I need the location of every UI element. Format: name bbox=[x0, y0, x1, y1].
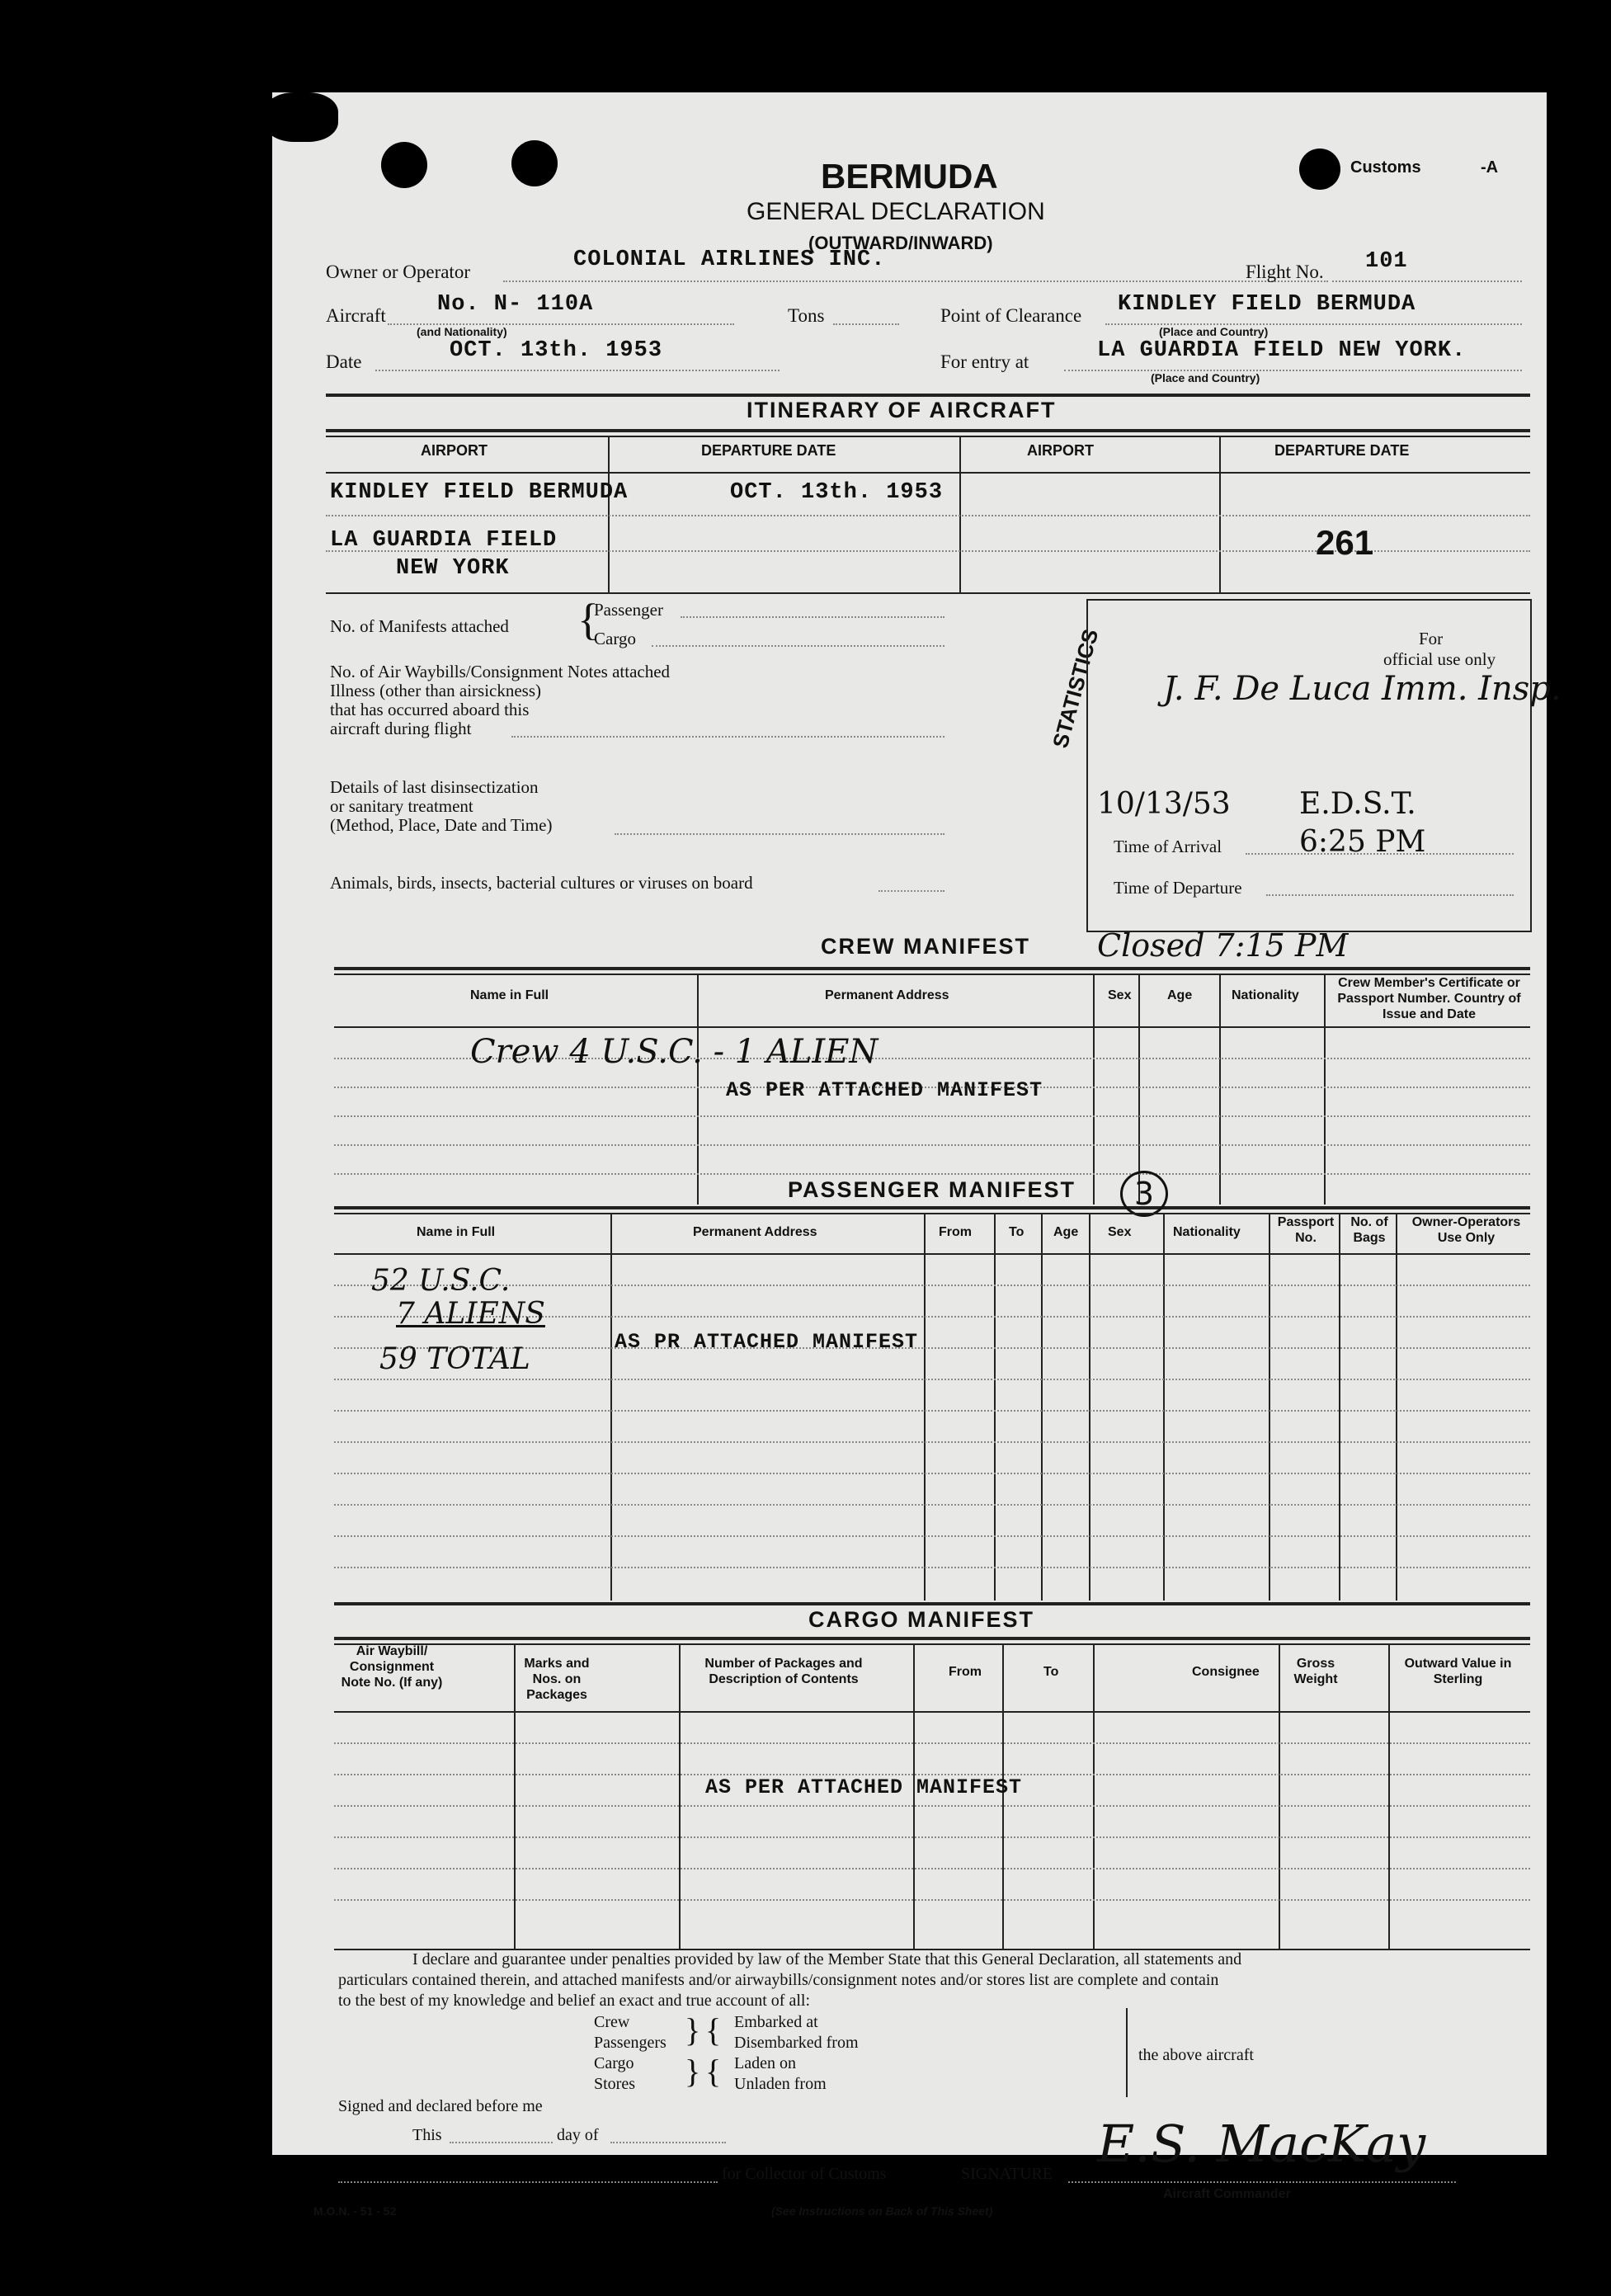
illness-line-3: aircraft during flight bbox=[330, 719, 472, 738]
cargo-col-marks: Marks and Nos. on Packages bbox=[524, 1657, 590, 1702]
passenger-hand-2: 7 ALIENS bbox=[396, 1297, 545, 1331]
customs-suffix: -A bbox=[1481, 158, 1499, 177]
declaration-line-2: particulars contained therein, and attached manifests and/or airwaybills/consignment notes and/or stores list are complete and contain bbox=[338, 1971, 1219, 1989]
passenger-col-to: To bbox=[1009, 1225, 1025, 1239]
flight-label: Flight No. bbox=[1246, 262, 1324, 282]
arrival-date: 10/13/53 bbox=[1097, 787, 1231, 821]
itinerary-col-departure: DEPARTURE DATE bbox=[701, 442, 836, 459]
punch-hole bbox=[381, 142, 427, 188]
declaration-laden: Laden on bbox=[734, 2054, 796, 2072]
form-title: BERMUDA bbox=[821, 157, 998, 196]
passenger-col-from: From bbox=[939, 1225, 972, 1239]
crew-hand-note: Crew 4 U.S.C. - 1 ALIEN bbox=[470, 1033, 879, 1071]
declaration-line-3: to the best of my knowledge and belief an exact and true account of all: bbox=[338, 1992, 811, 2010]
cargo-heading: CARGO MANIFEST bbox=[808, 1607, 1034, 1632]
animals-label: Animals, birds, insects, bacterial cultures or viruses on board bbox=[330, 873, 753, 893]
itinerary-row2-airport: LA GUARDIA FIELD bbox=[330, 528, 558, 553]
cargo-col-from: From bbox=[949, 1665, 982, 1679]
crew-col-age: Age bbox=[1167, 988, 1193, 1002]
illness-line-1: Illness (other than airsickness) bbox=[330, 681, 542, 700]
clearance-value: KINDLEY FIELD BERMUDA bbox=[1118, 292, 1416, 317]
disinsect-line-2: or sanitary treatment bbox=[330, 796, 473, 816]
declaration-signed: Signed and declared before me bbox=[338, 2097, 543, 2115]
commander-label: Aircraft Commander bbox=[1163, 2187, 1291, 2201]
disinsect-line-1: Details of last disinsectization bbox=[330, 777, 539, 797]
crew-col-certificate: Crew Member's Certificate or Passport Number. Country of Issue and Date bbox=[1337, 976, 1521, 1021]
passenger-heading: PASSENGER MANIFEST bbox=[788, 1177, 1076, 1202]
declaration-passengers: Passengers bbox=[594, 2034, 667, 2052]
waybills-label: No. of Air Waybills/Consignment Notes attached bbox=[330, 662, 671, 681]
arrival-label: Time of Arrival bbox=[1114, 837, 1222, 856]
declaration-stores: Stores bbox=[594, 2075, 635, 2093]
passenger-col-bags: No. of Bags bbox=[1350, 1215, 1388, 1245]
brace: { bbox=[705, 2053, 722, 2090]
flight-value: 101 bbox=[1365, 249, 1408, 274]
declaration-this: This bbox=[412, 2126, 442, 2144]
passenger-col-nationality: Nationality bbox=[1173, 1225, 1241, 1239]
cargo-col-packages: Number of Packages and Description of Contents bbox=[704, 1657, 863, 1686]
owner-label: Owner or Operator bbox=[326, 262, 470, 282]
declaration-crew: Crew bbox=[594, 2013, 630, 2031]
aircraft-label: Aircraft bbox=[326, 305, 386, 326]
crew-col-address: Permanent Address bbox=[825, 988, 949, 1002]
passenger-col-owner: Owner-Operators Use Only bbox=[1411, 1215, 1521, 1245]
arrival-time: 6:25 PM bbox=[1299, 825, 1426, 859]
illness-line-2: that has occurred aboard this bbox=[330, 700, 530, 719]
declaration-form bbox=[272, 92, 1562, 2218]
passenger-col-passport: Passport No. bbox=[1277, 1215, 1335, 1245]
form-subtitle: GENERAL DECLARATION bbox=[747, 198, 1045, 225]
declaration-embarked: Embarked at bbox=[734, 2013, 818, 2031]
declaration-day-of: day of bbox=[557, 2126, 599, 2144]
entry-value: LA GUARDIA FIELD NEW YORK. bbox=[1097, 338, 1467, 363]
cargo-col-value: Outward Value in Sterling bbox=[1404, 1657, 1512, 1686]
brace: } bbox=[685, 2011, 701, 2048]
form-direction: (OUTWARD/INWARD) bbox=[808, 233, 993, 253]
date-label: Date bbox=[326, 351, 362, 372]
official-signature: J. F. De Luca Imm. Insp. bbox=[1163, 670, 1562, 708]
declaration-above: the above aircraft bbox=[1138, 2046, 1254, 2064]
brace: { bbox=[705, 2011, 722, 2048]
cargo-col-consignee: Consignee bbox=[1192, 1665, 1260, 1679]
declaration-collector: for Collector of Customs bbox=[722, 2165, 887, 2183]
cargo-col-weight: Gross Weight bbox=[1293, 1657, 1338, 1686]
customs-label: Customs bbox=[1350, 158, 1421, 177]
declaration-unladen: Unladen from bbox=[734, 2075, 827, 2093]
declaration-signature-label: SIGNATURE bbox=[961, 2165, 1053, 2183]
declaration-disembarked: Disembarked from bbox=[734, 2034, 859, 2052]
cargo-typed-note: AS PER ATTACHED MANIFEST bbox=[705, 1775, 1023, 1799]
punch-hole bbox=[264, 92, 338, 142]
manifest-passenger-label: Passenger bbox=[594, 600, 663, 620]
passenger-circled-number: 3 bbox=[1120, 1171, 1168, 1217]
itinerary-row2-airport-b: NEW YORK bbox=[396, 556, 510, 581]
itinerary-col-departure2: DEPARTURE DATE bbox=[1274, 442, 1410, 459]
clearance-label: Point of Clearance bbox=[940, 305, 1082, 326]
passenger-col-name: Name in Full bbox=[417, 1225, 496, 1239]
official-for-label: For bbox=[1419, 629, 1444, 648]
crew-typed-note: AS PER ATTACHED MANIFEST bbox=[726, 1078, 1043, 1102]
cargo-col-waybill: Air Waybill/ Consignment Note No. (If any) bbox=[341, 1644, 443, 1690]
declaration-line-1: I declare and guarantee under penalties provided by law of the Member State that this General Declaration, all statements and bbox=[412, 1950, 1242, 1968]
passenger-col-sex: Sex bbox=[1108, 1225, 1132, 1239]
crew-col-nationality: Nationality bbox=[1232, 988, 1299, 1002]
declaration-cargo: Cargo bbox=[594, 2054, 634, 2072]
departure-label: Time of Departure bbox=[1114, 878, 1242, 898]
entry-label: For entry at bbox=[940, 351, 1029, 372]
date-value: OCT. 13th. 1953 bbox=[450, 338, 663, 363]
passenger-typed-note: AS PR ATTACHED MANIFEST bbox=[615, 1330, 919, 1354]
official-use-label: official use only bbox=[1383, 649, 1496, 669]
commander-signature: E.S. MacKay bbox=[1097, 2114, 1426, 2174]
punch-hole bbox=[511, 140, 558, 186]
passenger-col-address: Permanent Address bbox=[693, 1225, 817, 1239]
itinerary-col-airport2: AIRPORT bbox=[1027, 442, 1094, 459]
itinerary-row1-airport: KINDLEY FIELD BERMUDA bbox=[330, 480, 629, 505]
disinsect-line-3: (Method, Place, Date and Time) bbox=[330, 815, 553, 835]
itinerary-number: 261 bbox=[1316, 523, 1374, 562]
entry-sublabel: (Place and Country) bbox=[1151, 371, 1260, 384]
itinerary-col-airport: AIRPORT bbox=[421, 442, 488, 459]
cargo-col-to: To bbox=[1043, 1665, 1059, 1679]
aircraft-value: No. N- 110A bbox=[437, 292, 594, 317]
tons-label: Tons bbox=[788, 305, 825, 326]
crew-col-sex: Sex bbox=[1108, 988, 1132, 1002]
clearance-sublabel: (Place and Country) bbox=[1159, 325, 1269, 338]
owner-value: COLONIAL AIRLINES INC. bbox=[573, 248, 886, 272]
itinerary-row1-date: OCT. 13th. 1953 bbox=[730, 480, 944, 505]
passenger-hand-3: 59 TOTAL bbox=[379, 1342, 530, 1376]
aircraft-sublabel: (and Nationality) bbox=[417, 325, 507, 338]
crew-heading: CREW MANIFEST bbox=[821, 934, 1030, 959]
itinerary-heading: ITINERARY OF AIRCRAFT bbox=[747, 398, 1057, 422]
manifest-cargo-label: Cargo bbox=[594, 629, 636, 648]
instructions-note: (See Instructions on Back of This Sheet) bbox=[771, 2204, 993, 2218]
brace: { bbox=[577, 595, 599, 644]
passenger-col-age: Age bbox=[1053, 1225, 1079, 1239]
arrival-zone: E.D.S.T. bbox=[1299, 787, 1416, 821]
crew-col-name: Name in Full bbox=[470, 988, 549, 1002]
passenger-hand-1: 52 U.S.C. bbox=[371, 1264, 511, 1298]
punch-hole bbox=[1299, 149, 1340, 190]
manifests-label: No. of Manifests attached bbox=[330, 616, 509, 636]
statistics-stamp: STATISTICS bbox=[1048, 626, 1104, 751]
form-number: M.O.N. - 51 - 52 bbox=[313, 2204, 397, 2218]
closed-note: Closed 7:15 PM bbox=[1097, 927, 1349, 964]
brace: } bbox=[685, 2053, 701, 2090]
